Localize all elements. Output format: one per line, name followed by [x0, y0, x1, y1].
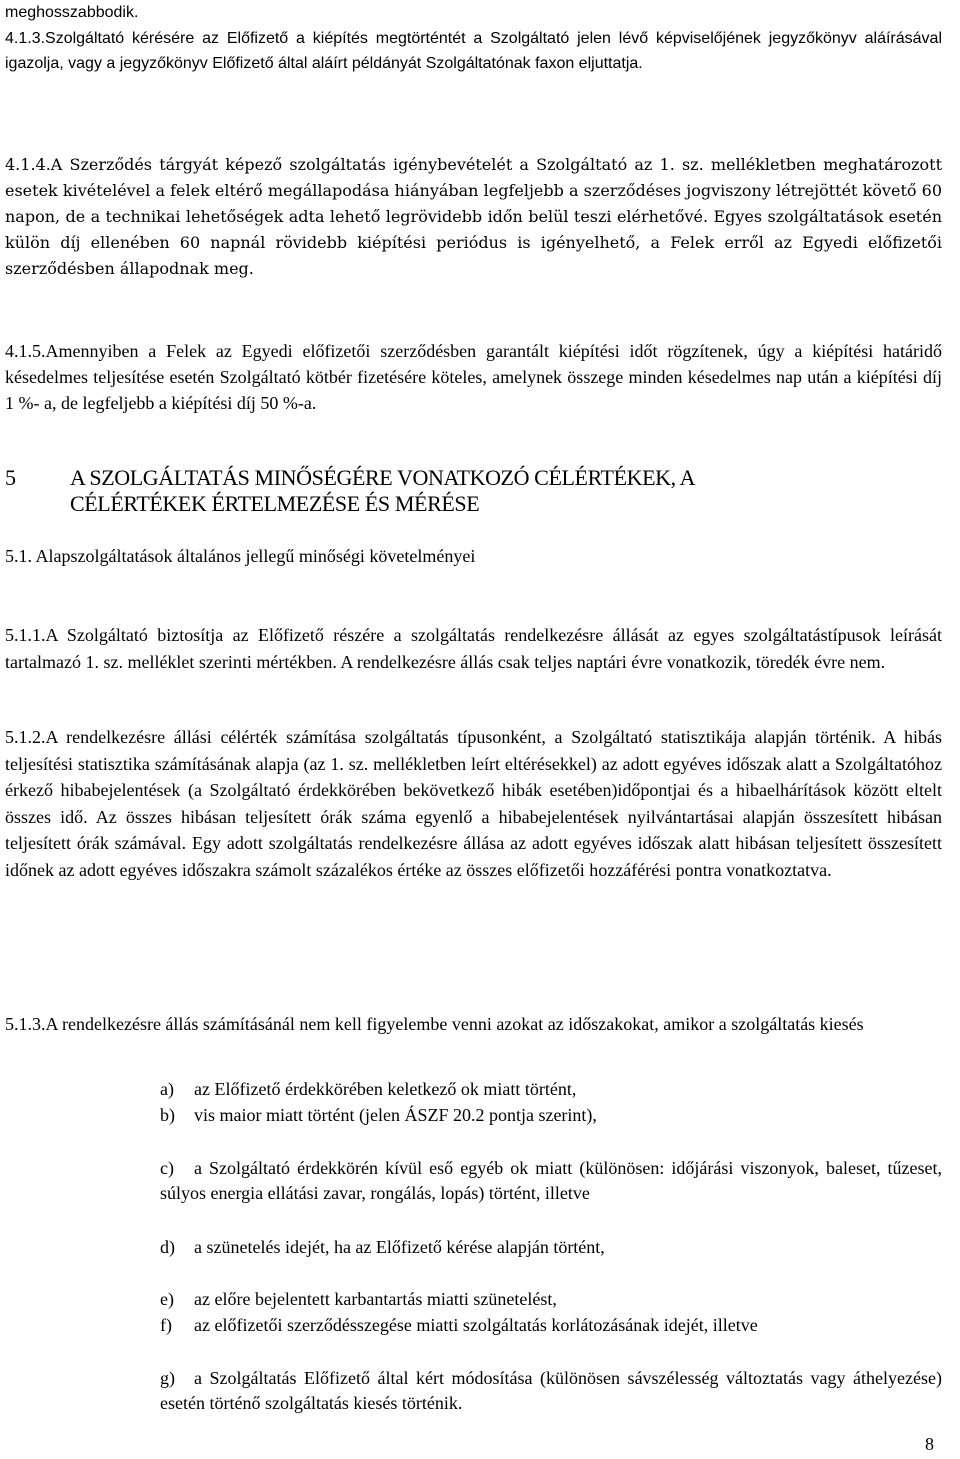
paragraph-4-1-3: 4.1.3.Szolgáltató kérésére az Előfizető a kiépítés megtörténtét a Szolgáltató jelen lévő képviselőjének jegyzőkönyv aláírásával igazolja, vagy a jegyzőkönyv Előfizető által aláírt példányát Szolgáltatónak faxon eljuttatja.	[5, 30, 942, 72]
section-number: 5	[5, 465, 16, 490]
section-5-heading	[5, 465, 942, 517]
section-title-line2: CÉLÉRTÉKEK ÉRTELMEZÉSE ÉS MÉRÉSE	[70, 491, 480, 516]
paragraph-5-1-1: 5.1.1.A Szolgáltató biztosítja az Előfizető részére a szolgáltatás rendelkezésre állását az egyes szolgáltatástípusok leírását tartalmazó 1. sz. melléklet szerinti mértékben. A rendelkezésre állás csak teljes naptári évre vonatkozik, töredék évre nem.	[5, 625, 942, 672]
list-item: c) a Szolgáltató érdekkörén kívül eső egyéb ok miatt (különösen: időjárási viszonyok, baleset, tűzeset, súlyos energia ellátási zavar, rongálás, lopás) történt, illetve	[160, 1158, 942, 1203]
list-item: f) az előfizetői szerződésszegése miatti szolgáltatás korlátozásának idejét, illetve	[160, 1315, 758, 1335]
paragraph-4-1-4: 4.1.4.A Szerződés tárgyát képező szolgáltatás igénybevételét a Szolgáltató az 1. sz. mellékletben meghatározott esetek kivételével a felek eltérő megállapodása hiányában legfeljebb a szerződéses jogviszony létrejöttét követő 60 napon, de a technikai lehetőségek adta lehető legrövidebb időn belül teszi elérhetővé. Egyes szolgáltatások esetén külön díj ellenében 60 napnál rövidebb kiépítési periódus is igényelhető, a Felek erről az Egyedi előfizetői szerződésben állapodnak meg.	[5, 155, 942, 278]
page-number: 8	[925, 1434, 934, 1454]
paragraph-continuation: meghosszabbodik.	[5, 4, 139, 21]
list-item: b) vis maior miatt történt (jelen ÁSZF 20.2 pontja szerint),	[160, 1105, 597, 1125]
list-item: g) a Szolgáltatás Előfizető által kért módosítása (különösen sávszélesség változtatás vagy áthelyezése) esetén történő szolgáltatás kiesés történik.	[160, 1368, 942, 1413]
paragraph-5-1-3: 5.1.3.A rendelkezésre állás számításánál nem kell figyelembe venni azokat az időszakokat, amikor a szolgáltatás kiesés	[5, 1014, 864, 1034]
section-title-line1: A SZOLGÁLTATÁS MINŐSÉGÉRE VONATKOZÓ CÉLÉRTÉKEK, A	[70, 465, 696, 490]
list-item: a) az Előfizető érdekkörében keletkező ok miatt történt,	[160, 1079, 577, 1099]
list-item: d) a szünetelés idejét, ha az Előfizető kérése alapján történt,	[160, 1237, 605, 1257]
list-item: e) az előre bejelentett karbantartás miatti szünetelést,	[160, 1289, 557, 1309]
paragraph-4-1-5: 4.1.5.Amennyiben a Felek az Egyedi előfizetői szerződésben garantált kiépítési időt rögzítenek, úgy a kiépítési határidő késedelmes teljesítése esetén Szolgáltató kötbér fizetésére köteles, amelynek összege minden késedelmes nap után a kiépítési díj 1 %- a, de legfeljebb a kiépítési díj 50 %-a.	[5, 341, 942, 413]
paragraph-5-1-2: 5.1.2.A rendelkezésre állási célérték számítása szolgáltatás típusonként, a Szolgáltató statisztikája alapján történik. A hibás teljesítési statisztika számításának alapja (az 1. sz. mellékletben leírt eltérésekkel) az adott egyéves időszak alatt a Szolgáltatóhoz érkező hibabejelentések (a Szolgáltató érdekkörében bekövetkező hibák esetében)időpontjai és a hibaelhárítások között eltelt összes idő. Az összes hibásan teljesített órák száma egyenlő a hibabejelentések nyilvántartásai alapján összesített hibásan teljesített órák számával. Egy adott szolgáltatás rendelkezésre állása az adott egyéves időszak alatt hibásan teljesített összesített időnek az adott egyéves időszakra számolt százalékos értéke az összes előfizetői hozzáférési pontra vonatkoztatva.	[5, 727, 942, 880]
subsection-5-1-heading: 5.1. Alapszolgáltatások általános jellegű minőségi követelményei	[5, 546, 476, 566]
